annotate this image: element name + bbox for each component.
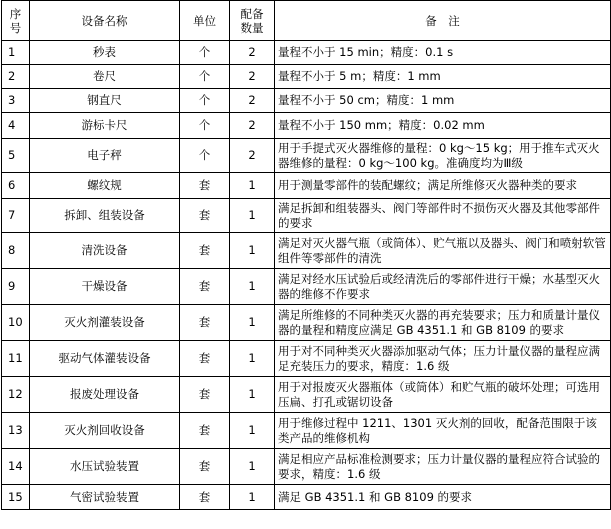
header-no: 序 号 (2, 1, 30, 41)
cell-no: 7 (2, 199, 30, 233)
table-row (2, 485, 611, 510)
cell-qty: 2 (230, 139, 275, 173)
table-row (2, 413, 611, 449)
cell-unit: 套 (180, 413, 230, 449)
cell-name: 拆卸、组装设备 (30, 199, 180, 233)
cell-qty: 1 (230, 173, 275, 199)
cell-qty: 1 (230, 377, 275, 413)
header-qty: 配备 数量 (230, 1, 275, 41)
cell-unit: 套 (180, 233, 230, 269)
cell-note: 满足所维修的不同种类灭火器的再充装要求；压力和质量计量仪器的量程和精度应满足 GB 4351.1 和 GB 8109 的要求 (275, 305, 611, 341)
cell-unit: 个 (180, 65, 230, 89)
cell-name: 报废处理设备 (30, 377, 180, 413)
cell-name: 气密试验装置 (30, 485, 180, 510)
cell-qty: 1 (230, 485, 275, 510)
cell-unit: 个 (180, 89, 230, 113)
cell-unit: 套 (180, 305, 230, 341)
cell-note: 满足相应产品标准检测要求；压力计量仪器的量程应符合试验的要求，精度：1.6 级 (275, 449, 611, 485)
cell-name: 灭火剂灌装设备 (30, 305, 180, 341)
table-row (2, 113, 611, 139)
cell-qty: 1 (230, 269, 275, 305)
table-row (2, 139, 611, 173)
cell-qty: 1 (230, 305, 275, 341)
cell-qty: 1 (230, 233, 275, 269)
cell-note: 量程不小于 5 m；精度：1 mm (275, 65, 611, 89)
cell-no: 1 (2, 41, 30, 65)
cell-no: 4 (2, 113, 30, 139)
cell-name: 卷尺 (30, 65, 180, 89)
cell-unit: 套 (180, 449, 230, 485)
cell-note: 满足对经水压试验后或经清洗后的零部件进行干燥；水基型灭火器的维修不作要求 (275, 269, 611, 305)
cell-no: 11 (2, 341, 30, 377)
cell-name: 秒表 (30, 41, 180, 65)
cell-qty: 2 (230, 89, 275, 113)
cell-note: 用于对报废灭火器瓶体（或筒体）和贮气瓶的破坏处理；可选用压扁、打孔或锯切设备 (275, 377, 611, 413)
cell-note: 用于对不同种类灭火器添加驱动气体；压力计量仪器的量程应满足充装压力的要求，精度：1.6 级 (275, 341, 611, 377)
cell-note: 用于手提式灭火器维修的量程：0 kg～15 kg；用于推车式灭火器维修的量程：0 kg～100 kg。准确度均为Ⅲ级 (275, 139, 611, 173)
cell-name: 水压试验装置 (30, 449, 180, 485)
cell-no: 14 (2, 449, 30, 485)
cell-unit: 套 (180, 269, 230, 305)
cell-name: 驱动气体灌装设备 (30, 341, 180, 377)
table-row (2, 377, 611, 413)
header-row (2, 1, 611, 41)
cell-no: 6 (2, 173, 30, 199)
table-row (2, 65, 611, 89)
header-note: 备 注 (275, 1, 611, 41)
cell-no: 8 (2, 233, 30, 269)
table-row (2, 449, 611, 485)
cell-unit: 个 (180, 139, 230, 173)
table-row (2, 269, 611, 305)
cell-unit: 套 (180, 173, 230, 199)
cell-qty: 2 (230, 65, 275, 89)
table-row (2, 341, 611, 377)
cell-name: 游标卡尺 (30, 113, 180, 139)
cell-note: 用于测量零部件的装配螺纹；满足所维修灭火器种类的要求 (275, 173, 611, 199)
cell-no: 13 (2, 413, 30, 449)
cell-qty: 2 (230, 41, 275, 65)
cell-note: 满足对灭火器气瓶（或筒体）、贮气瓶以及器头、阀门和喷射软管组件等零部件的清洗 (275, 233, 611, 269)
equipment-table (1, 0, 611, 510)
table-row (2, 305, 611, 341)
cell-name: 灭火剂回收设备 (30, 413, 180, 449)
cell-qty: 2 (230, 113, 275, 139)
cell-name: 钢直尺 (30, 89, 180, 113)
cell-no: 2 (2, 65, 30, 89)
cell-qty: 1 (230, 413, 275, 449)
cell-unit: 套 (180, 199, 230, 233)
cell-name: 螺纹规 (30, 173, 180, 199)
table-row (2, 41, 611, 65)
cell-note: 满足 GB 4351.1 和 GB 8109 的要求 (275, 485, 611, 510)
cell-note: 量程不小于 50 cm；精度：1 mm (275, 89, 611, 113)
cell-no: 15 (2, 485, 30, 510)
cell-unit: 套 (180, 485, 230, 510)
cell-no: 10 (2, 305, 30, 341)
cell-note: 用于维修过程中 1211、1301 灭火剂的回收，配备范围限于该类产品的维修机构 (275, 413, 611, 449)
cell-name: 清洗设备 (30, 233, 180, 269)
cell-no: 3 (2, 89, 30, 113)
cell-unit: 个 (180, 113, 230, 139)
cell-note: 量程不小于 150 mm；精度：0.02 mm (275, 113, 611, 139)
table-row (2, 89, 611, 113)
cell-note: 量程不小于 15 min；精度：0.1 s (275, 41, 611, 65)
cell-no: 9 (2, 269, 30, 305)
table-row (2, 233, 611, 269)
cell-no: 5 (2, 139, 30, 173)
cell-unit: 个 (180, 41, 230, 65)
cell-name: 电子秤 (30, 139, 180, 173)
cell-unit: 套 (180, 341, 230, 377)
table-row (2, 173, 611, 199)
cell-note: 满足拆卸和组装器头、阀门等部件时不损伤灭火器及其他零部件的要求 (275, 199, 611, 233)
cell-unit: 套 (180, 377, 230, 413)
cell-name: 干燥设备 (30, 269, 180, 305)
table-row (2, 199, 611, 233)
cell-qty: 1 (230, 199, 275, 233)
cell-no: 12 (2, 377, 30, 413)
cell-qty: 1 (230, 449, 275, 485)
header-unit: 单位 (180, 1, 230, 41)
header-name: 设备名称 (30, 1, 180, 41)
cell-qty: 1 (230, 341, 275, 377)
